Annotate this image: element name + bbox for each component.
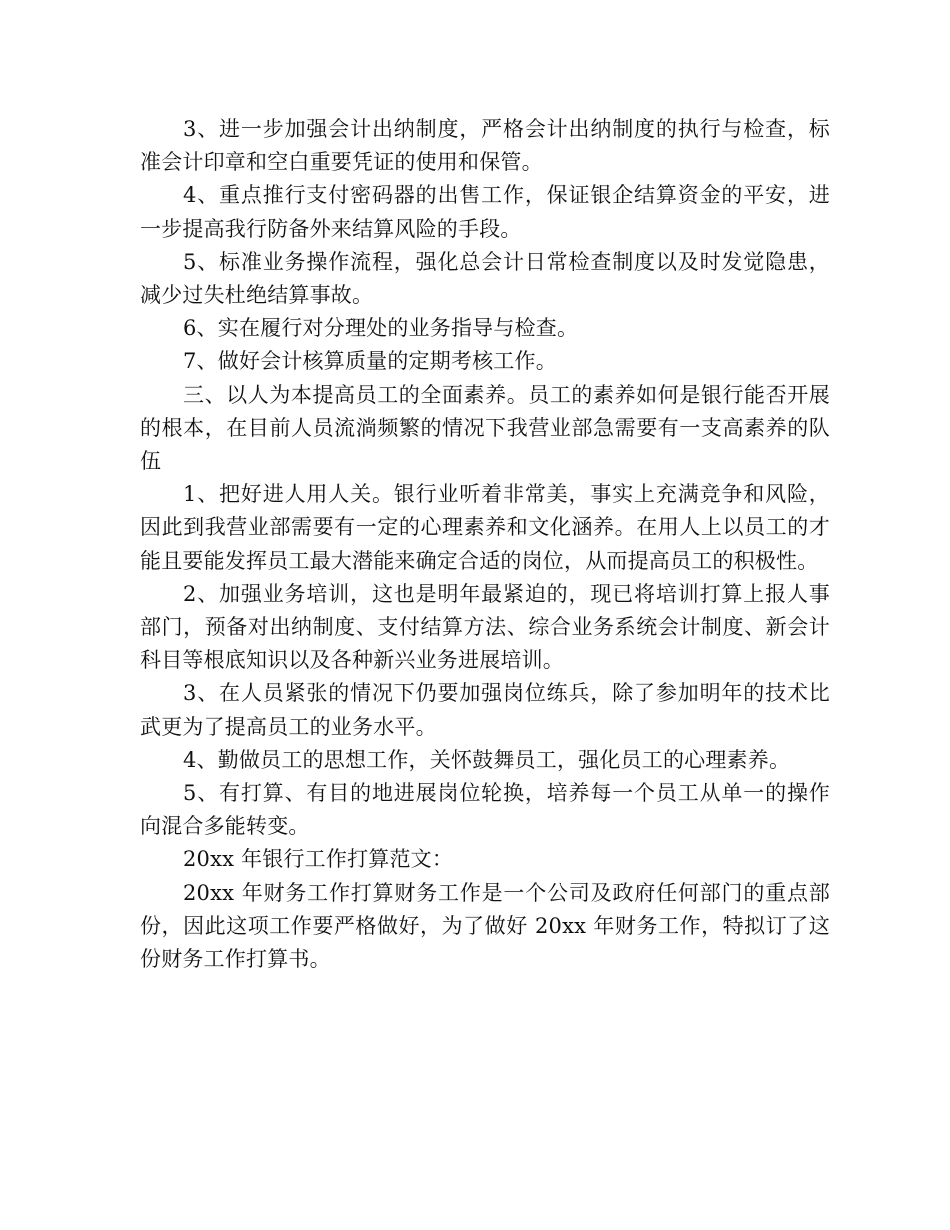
subtitle-paragraph: 20xx 年银行工作打算范文： — [183, 847, 454, 872]
paragraph: 3、进一步加强会计出纳制度，严格会计出纳制度的执行与检查，标准会计印章和空白重要凭证的使用和保管。 — [140, 117, 830, 175]
paragraph: 5、标准业务操作流程，强化总会计日常检查制度以及时发觉隐患，减少过失杜绝结算事故。 — [140, 249, 830, 308]
paragraph: 7、做好会计核算质量的定期考核工作。 — [183, 349, 557, 374]
paragraph: 3、在人员紧张的情况下仍要加强岗位练兵，除了参加明年的技术比武更为了提高员工的业务水平。 — [140, 681, 830, 739]
document-body — [140, 113, 830, 976]
paragraph: 1、把好进人用人关。银行业听着非常美，事实上充满竞争和风险，因此到我营业部需要有一定的心理素养和文化涵养。在用人上以员工的才能且要能发挥员工最大潜能来确定合适的岗位，从而提高员工的积极性。 — [140, 482, 830, 573]
paragraph: 5、有打算、有目的地进展岗位轮换，培养每一个员工从单一的操作向混合多能转变。 — [140, 781, 830, 839]
paragraph: 4、重点推行支付密码器的出售工作，保证银企结算资金的平安，进一步提高我行防备外来结算风险的手段。 — [140, 183, 830, 241]
paragraph: 6、实在履行对分理处的业务指导与检查。 — [183, 316, 579, 341]
paragraph: 2、加强业务培训，这也是明年最紧迫的，现已将培训打算上报人事部门，预备对出纳制度、支付结算方法、综合业务系统会计制度、新会计科目等根底知识以及各种新兴业务进展培训。 — [140, 581, 830, 673]
paragraph: 4、勤做员工的思想工作，关怀鼓舞员工，强化员工的心理素养。 — [183, 747, 791, 772]
section-heading-paragraph: 三、以人为本提高员工的全面素养。员工的素养如何是银行能否开展的根本，在目前人员流淌频繁的情况下我营业部急需要有一支高素养的队伍 — [140, 382, 830, 474]
paragraph: 20xx 年财务工作打算财务工作是一个公司及政府任何部门的重点部份，因此这项工作要严格做好，为了做好 20xx 年财务工作，特拟订了这份财务工作打算书。 — [140, 880, 830, 972]
